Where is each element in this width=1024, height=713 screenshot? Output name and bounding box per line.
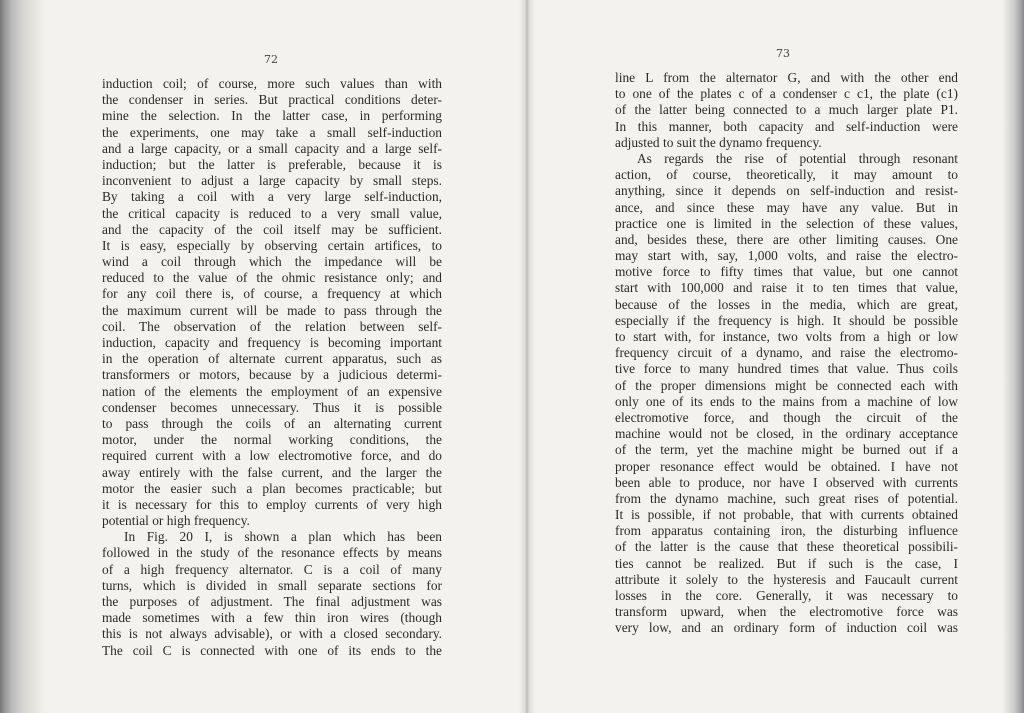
text-line: of the latter being connected to a much larger plate P1. <box>615 102 958 118</box>
text-line: from apparatus containing iron, the disturbing influence <box>615 523 958 539</box>
left-page-number: 72 <box>264 53 278 66</box>
text-line: nation of the elements the employment of an expensive <box>102 383 442 399</box>
text-line: losses in the core. Generally, it was necessary to <box>615 588 958 603</box>
text-line: the maximum current will be made to pass through the <box>102 302 442 318</box>
text-line: electromotive force, and though the circuit of the <box>615 409 958 425</box>
text-line: because of the losses in the media, which are great, <box>615 296 958 312</box>
text-line: of the latter is the cause that these theoretical possibili- <box>615 539 958 555</box>
text-line: this is not always advisable), or with a closed secondary. <box>102 626 442 642</box>
text-line: the critical capacity is reduced to a very small value, <box>102 205 442 221</box>
text-line: As regards the rise of potential through resonant <box>637 150 958 166</box>
text-line: motor, under the normal working conditions, the <box>102 432 442 448</box>
text-line: only one of its ends to the mains from a machine of low <box>615 393 958 409</box>
text-line: wind a coil through which the impedance will be <box>102 254 442 270</box>
text-line: of a high frequency alternator. C is a coil of many <box>102 561 442 577</box>
text-line: of the term, yet the machine might be burned out if a <box>615 442 958 458</box>
text-line: ance, and since these may have any value. But in <box>615 199 958 215</box>
text-line: It is easy, especially by observing certain artifices, to <box>102 237 442 253</box>
text-line: potential or high frequency. <box>102 513 250 529</box>
text-line: motor the easier such a plan becomes practicable; but <box>102 480 442 496</box>
text-line: to pass through the coils of an alternating current <box>102 415 442 431</box>
text-line: required current with a low electromotive force, and do <box>102 448 442 464</box>
text-line: especially if the frequency is high. It should be possible <box>615 312 958 328</box>
text-line: inconvenient to adjust a large capacity by small steps. <box>102 173 442 189</box>
text-line: It is possible, if not probable, that with currents obtained <box>615 507 958 523</box>
text-line: induction; but the latter is preferable, because it is <box>102 156 442 172</box>
text-line: proper resonance effect would be obtained. I have not <box>615 458 958 474</box>
text-line: and the capacity of the coil itself may be sufficient. <box>102 221 442 237</box>
text-line: anything, since it depends on self-induction and resist- <box>615 183 958 199</box>
text-line: it is necessary for this to employ currents of very high <box>102 496 442 512</box>
text-line: in the operation of alternate current apparatus, such as <box>102 351 442 367</box>
text-line: from the dynamo machine, such great rises of potential. <box>615 490 958 506</box>
text-line: away entirely with the false current, and the larger the <box>102 464 442 480</box>
text-line: and, besides these, there are other limiting causes. One <box>615 231 958 247</box>
text-line: condenser becomes unnecessary. Thus it is possible <box>102 399 442 415</box>
text-line: of the proper dimensions might be connected each with <box>615 377 958 393</box>
text-line: machine would not be closed, in the ordinary acceptance <box>615 426 958 442</box>
text-line: By taking a coil with a very large self-induction, <box>102 189 442 205</box>
text-line: been able to produce, nor have I observed with currents <box>615 474 958 490</box>
book-gutter <box>519 0 535 713</box>
text-line: adjusted to suit the dynamo frequency. <box>615 134 822 150</box>
text-line: followed in the study of the resonance effects by means <box>102 545 442 561</box>
text-line: In Fig. 20 I, is shown a plan which has been <box>124 529 442 545</box>
right-page-text <box>615 70 958 637</box>
text-line: turns, which is divided in small separate sections for <box>102 577 442 593</box>
text-line: tive force to many hundred times that value. Thus coils <box>615 361 958 377</box>
text-line: action, of course, theoretically, it may amount to <box>615 167 958 183</box>
text-line: to one of the plates c of a condenser c c1, the plate (c1) <box>615 86 958 102</box>
text-line: line L from the alternator G, and with the other end <box>615 70 958 85</box>
left-page-text <box>102 76 442 659</box>
text-line: the experiments, one may take a small self-induction <box>102 124 442 140</box>
text-line: transform upward, when the electromotive force was <box>615 604 958 620</box>
text-line: induction coil; of course, more such values than with <box>102 76 442 91</box>
text-line: frequency circuit of a dynamo, and raise the electromo- <box>615 345 958 361</box>
right-page-number: 73 <box>776 47 790 60</box>
text-line: coil. The observation of the relation between self- <box>102 318 442 334</box>
text-line: reduced to the value of the ohmic resistance only; and <box>102 270 442 286</box>
text-line: made sometimes with a few thin iron wires (though <box>102 610 442 626</box>
text-line: The coil C is connected with one of its ends to the <box>102 642 442 658</box>
text-line: ties cannot be realized. But if such is the case, I <box>615 555 958 571</box>
text-line: and a large capacity, or a small capacity and a large self- <box>102 140 442 156</box>
text-line: to start with, for instance, two volts from a high or low <box>615 329 958 344</box>
text-line: In this manner, both capacity and self-induction were <box>615 118 958 134</box>
text-line: induction, capacity and frequency is becoming important <box>102 335 442 350</box>
text-line: may start with, say, 1,000 volts, and raise the electro- <box>615 248 958 264</box>
text-line: very low, and an ordinary form of induction coil was <box>615 620 958 636</box>
book-binding-shadow <box>0 0 46 713</box>
text-line: for any coil there is, of course, a frequency at which <box>102 286 442 302</box>
text-line: the condenser in series. But practical conditions deter- <box>102 92 442 108</box>
text-line: motive force to fifty times that value, but one cannot <box>615 264 958 280</box>
text-line: attribute it solely to the hysteresis and Faucault current <box>615 571 958 587</box>
text-line: practice one is limited in the selection of these values, <box>615 215 958 231</box>
text-line: mine the selection. In the latter case, in performing <box>102 108 442 124</box>
page-edge-shadow <box>1002 0 1024 713</box>
text-line: transformers or motors, because by a judicious determi- <box>102 367 442 383</box>
text-line: start with 100,000 and raise it to ten times that value, <box>615 280 958 296</box>
text-line: the purposes of adjustment. The final adjustment was <box>102 594 442 609</box>
